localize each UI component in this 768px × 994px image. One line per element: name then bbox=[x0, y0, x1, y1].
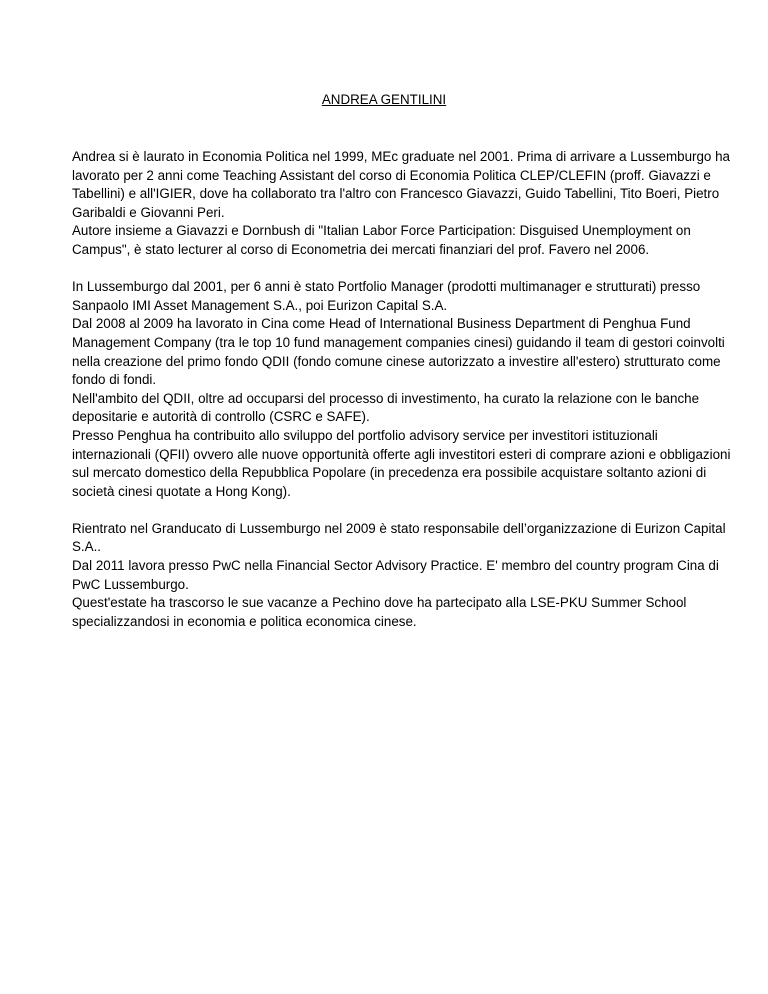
text-line: nella creazione del primo fondo QDII (fondo comune cinese autorizzato a investire all'estero) strutturato come bbox=[72, 353, 721, 369]
text-line: internazionali (QFII) ovvero alle nuove opportunità offerte agli investitori esteri di comprare azioni e obbligazioni bbox=[72, 446, 731, 462]
text-line: Garibaldi e Giovanni Peri. bbox=[72, 204, 225, 220]
text-line: depositarie e autorità di controllo (CSRC e SAFE). bbox=[72, 409, 370, 425]
text-line: Tabellini) e all'IGIER, dove ha collaborato tra l'altro con Francesco Giavazzi, Guido Tabellini, Tito Boeri, Pietro bbox=[72, 186, 720, 202]
text-line: Campus", è stato lecturer al corso di Econometria dei mercati finanziari del prof. Favero nel 2006. bbox=[72, 241, 650, 257]
text-line: Dal 2011 lavora presso PwC nella Financial Sector Advisory Practice. E' membro del country program Cina di bbox=[72, 558, 719, 574]
paragraph-current bbox=[72, 520, 726, 632]
text-line: specializzandosi in economia e politica economica cinese. bbox=[72, 613, 417, 629]
text-line: Autore insieme a Giavazzi e Dornbush di "Italian Labor Force Participation: Disguised Unemployment on bbox=[72, 223, 691, 239]
text-line: Nell'ambito del QDII, oltre ad occuparsi del processo di investimento, ha curato la relazione con le banche bbox=[72, 390, 700, 406]
text-line: lavorato per 2 anni come Teaching Assistant del corso di Economia Politica CLEP/CLEFIN (proff. Giavazzi e bbox=[72, 167, 711, 183]
text-line: società cinesi quotate a Hong Kong). bbox=[72, 483, 291, 499]
text-line: Quest'estate ha trascorso le sue vacanze a Pechino dove ha partecipato alla LSE-PKU Summer School bbox=[72, 595, 687, 611]
paragraph-career bbox=[72, 278, 731, 501]
text-line: In Lussemburgo dal 2001, per 6 anni è stato Portfolio Manager (prodotti multimanager e strutturati) presso bbox=[72, 279, 701, 295]
text-line: Sanpaolo IMI Asset Management S.A., poi Eurizon Capital S.A. bbox=[72, 297, 448, 313]
document-body bbox=[72, 148, 731, 650]
text-line: sul mercato domestico della Repubblica Popolare (in precedenza era possibile acquistare soltanto azioni di bbox=[72, 465, 707, 481]
document-title: ANDREA GENTILINI bbox=[321, 92, 447, 107]
text-line: Presso Penghua ha contribuito allo sviluppo del portfolio advisory service per investitori istituzionali bbox=[72, 427, 658, 443]
text-line: Rientrato nel Granducato di Lussemburgo nel 2009 è stato responsabile dell’organizzazione di Eurizon Capital bbox=[72, 520, 726, 536]
paragraph-education bbox=[72, 148, 730, 260]
text-line: Management Company (tra le top 10 fund management companies cinesi) guidando il team di gestori coinvolti bbox=[72, 334, 725, 350]
text-line: fondo di fondi. bbox=[72, 372, 157, 388]
text-line: Andrea si è laurato in Economia Politica nel 1999, MEc graduate nel 2001. Prima di arrivare a Lussemburgo ha bbox=[72, 149, 730, 164]
text-line: S.A.. bbox=[72, 539, 102, 555]
text-line: Dal 2008 al 2009 ha lavorato in Cina come Head of International Business Department di Penghua Fund bbox=[72, 316, 691, 332]
text-line: PwC Lussemburgo. bbox=[72, 576, 189, 592]
